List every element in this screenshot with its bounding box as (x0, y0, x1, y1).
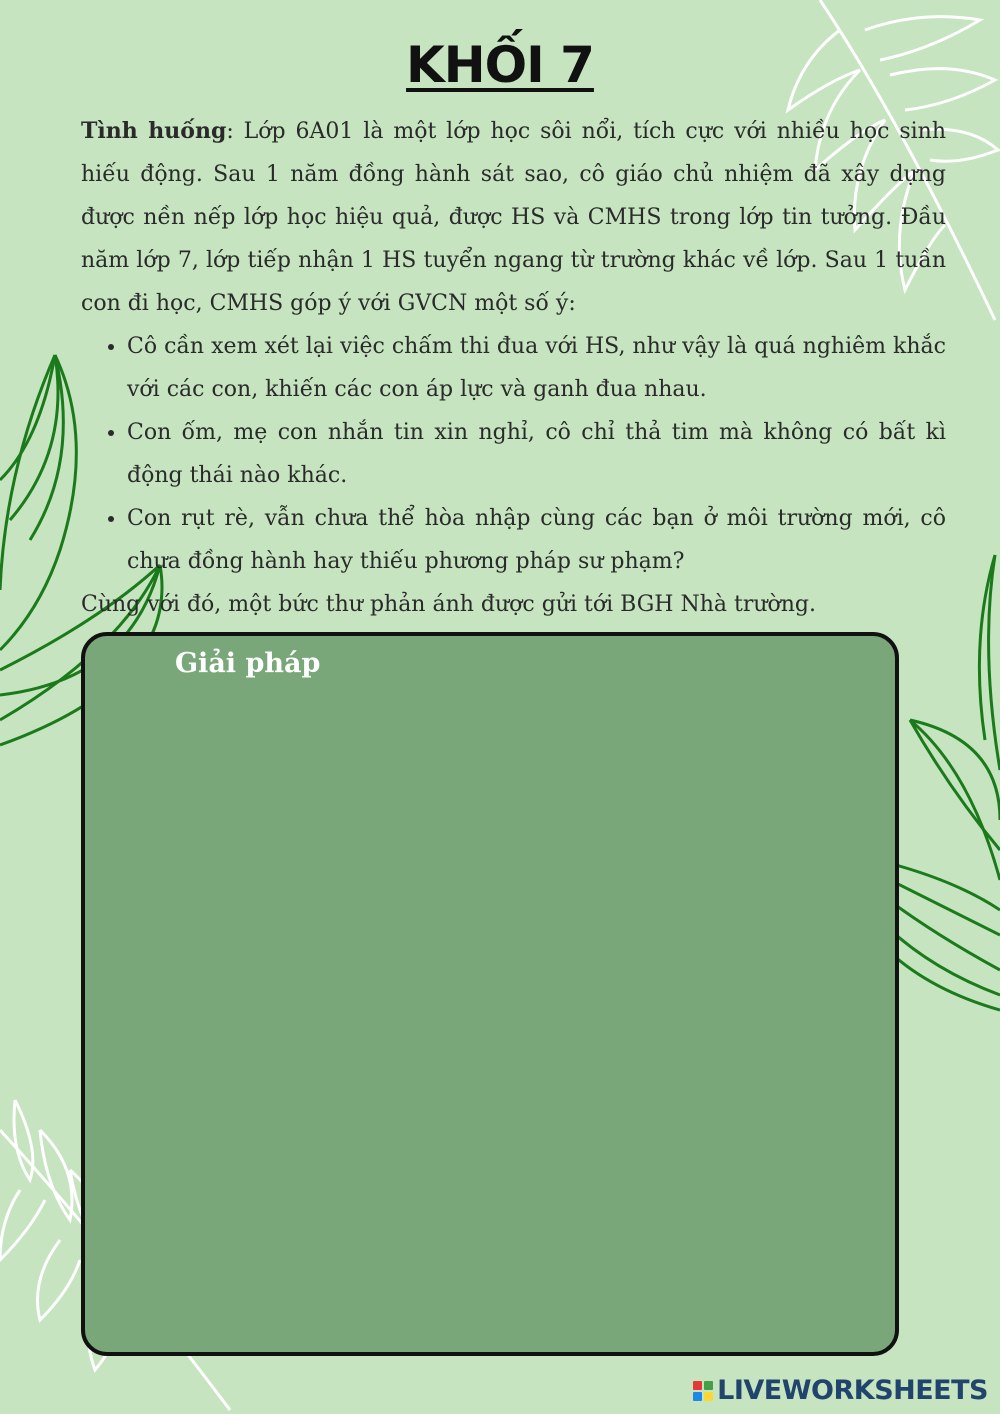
solution-label: Giải pháp (175, 648, 321, 679)
page-title: KHỐI 7 (406, 36, 594, 94)
logo-square (704, 1381, 713, 1390)
logo-square (693, 1381, 702, 1390)
liveworksheets-logo-icon (693, 1381, 713, 1401)
title-wrap (0, 38, 1000, 93)
feedback-item: • Cô cần xem xét lại việc chấm thi đua với HS, như vậy là quá nghiêm khắc với các con, khiến các con áp lực và ganh đua nhau. (127, 325, 946, 411)
liveworksheets-brand (693, 1375, 988, 1406)
brand-name: LIVEWORKSHEETS (717, 1375, 988, 1406)
logo-square (704, 1392, 713, 1401)
situation-text: : Lớp 6A01 là một lớp học sôi nổi, tích cực với nhiều học sinh hiếu động. Sau 1 năm đồng hành sát sao, cô giáo chủ nhiệm đã xây dựng được nền nếp lớp học hiệu quả, được HS và CMHS trong lớp tin tưởng. Đầu năm lớp 7, lớp tiếp nhận 1 HS tuyển ngang từ trường khác về lớp. Sau 1 tuần con đi học, CMHS góp ý với GVCN một số ý: (81, 119, 947, 316)
logo-square (693, 1392, 702, 1401)
closing-sentence: Cùng với đó, một bức thư phản ánh được gửi tới BGH Nhà trường. (81, 592, 817, 617)
situation-paragraph (81, 110, 946, 325)
feedback-item: • Con rụt rè, vẫn chưa thể hòa nhập cùng các bạn ở môi trường mới, cô chưa đồng hành hay thiếu phương pháp sư phạm? (127, 497, 946, 583)
feedback-list (81, 325, 946, 583)
solution-answer-field[interactable] (109, 700, 871, 1328)
feedback-item: • Con ốm, mẹ con nhắn tin xin nghỉ, cô chỉ thả tim mà không có bất kì động thái nào khác. (127, 411, 946, 497)
solution-box (81, 632, 899, 1356)
situation-label: Tình huống (81, 118, 227, 144)
situation-section (81, 110, 946, 626)
